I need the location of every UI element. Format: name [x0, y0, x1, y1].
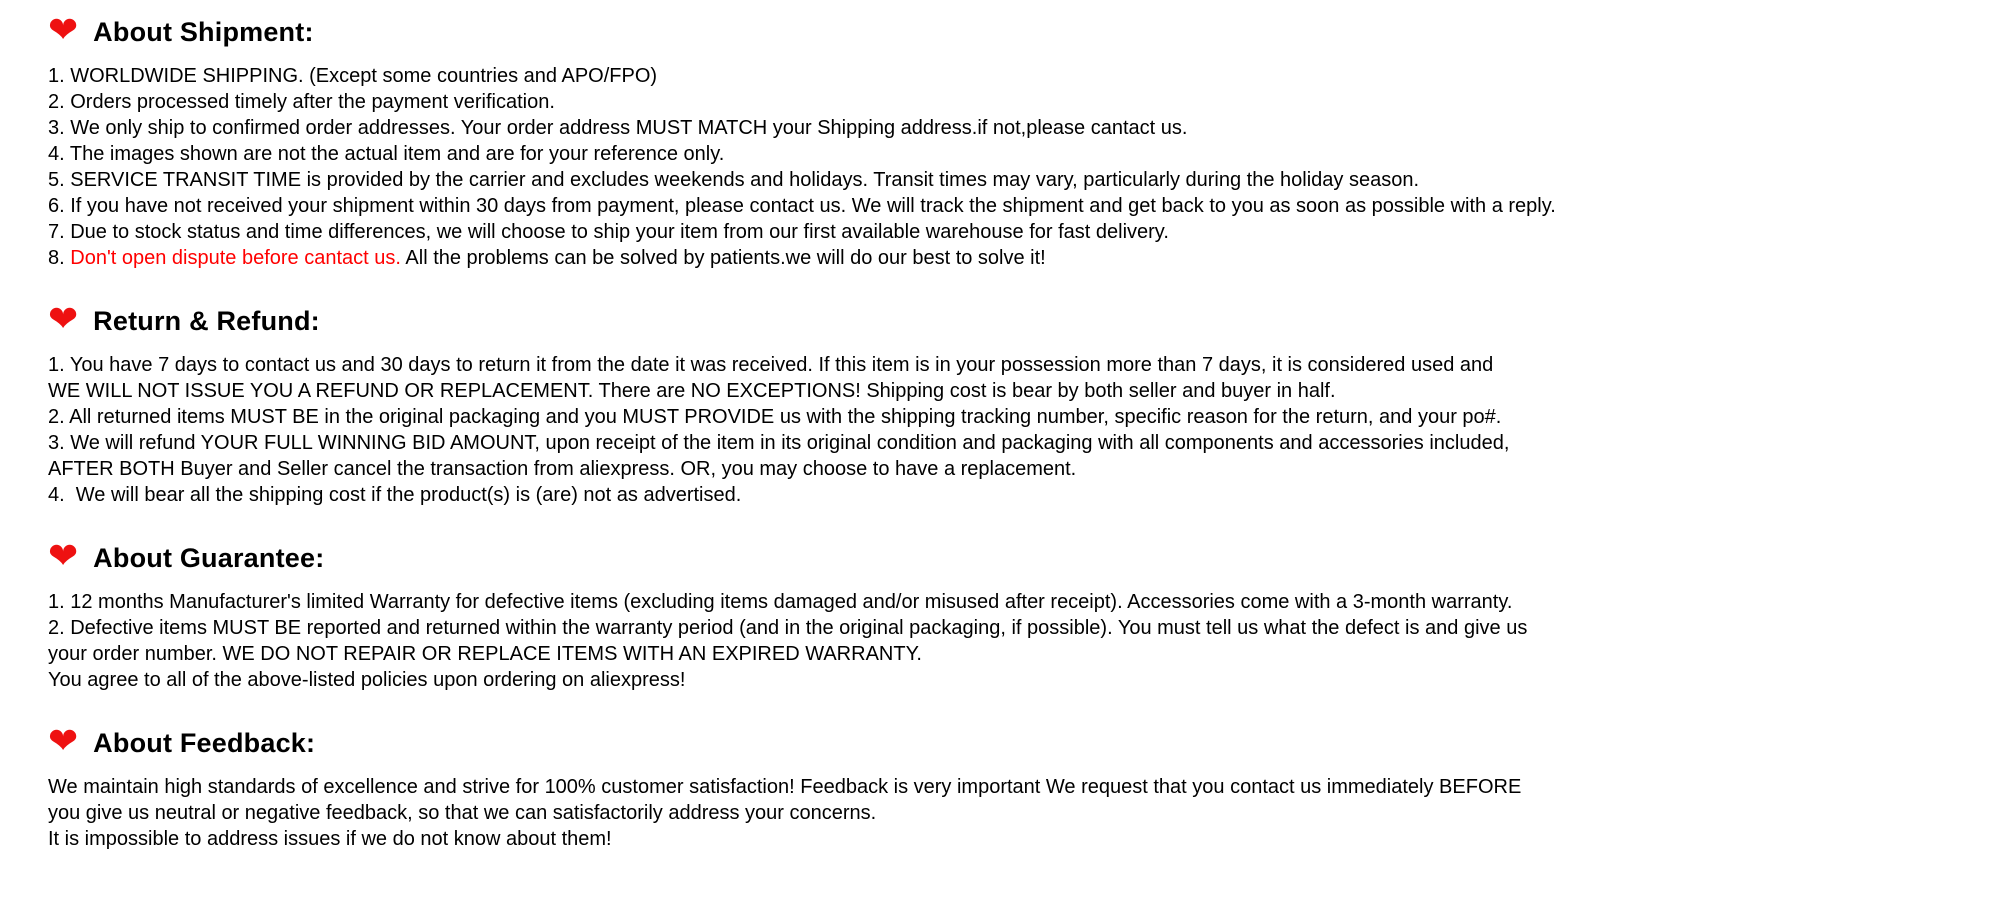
text-line: We maintain high standards of excellence and strive for 100% customer satisfaction! Feedback is very important We request that you contact us immediately BEFORE: [48, 776, 1522, 798]
heart-icon: ❤: [48, 298, 79, 339]
text-segment: All the problems can be solved by patients.we will do our best to solve it!: [400, 247, 1046, 269]
text-line: You agree to all of the above-listed policies upon ordering on aliexpress!: [48, 669, 686, 691]
section-heading: [48, 9, 2000, 50]
section-title: About Guarantee:: [93, 542, 325, 573]
text-segment: 8.: [48, 247, 71, 269]
text-line: It is impossible to address issues if we do not know about them!: [48, 828, 612, 850]
text-line: 5. SERVICE TRANSIT TIME is provided by the carrier and excludes weekends and holidays. Transit times may vary, particularly during the holiday season.: [48, 169, 1420, 191]
text-line: 2. All returned items MUST BE in the original packaging and you MUST PROVIDE us with the shipping tracking number, specific reason for the return, and your po#.: [48, 406, 1502, 428]
text-line: 1. 12 months Manufacturer's limited Warranty for defective items (excluding items damaged and/or misused after receipt). Accessories come with a 3-month warranty.: [48, 591, 1513, 613]
text-line: 1. You have 7 days to contact us and 30 days to return it from the date it was received. If this item is in your possession more than 7 days, it is considered used and: [48, 354, 1494, 376]
text-line: AFTER BOTH Buyer and Seller cancel the transaction from aliexpress. OR, you may choose to have a replacement.: [48, 458, 1077, 480]
section-return-refund: [48, 298, 2000, 508]
heart-icon: ❤: [48, 720, 79, 761]
text-line: you give us neutral or negative feedback, so that we can satisfactorily address your concerns.: [48, 802, 877, 824]
section-title: Return & Refund:: [93, 305, 320, 336]
text-line: 6. If you have not received your shipment within 30 days from payment, please contact us. We will track the shipment and get back to you as soon as possible with a reply.: [48, 195, 1556, 217]
text-line: 4. We will bear all the shipping cost if the product(s) is (are) not as advertised.: [48, 484, 742, 506]
text-line: WE WILL NOT ISSUE YOU A REFUND OR REPLACEMENT. There are NO EXCEPTIONS! Shipping cost is bear by both seller and buyer in half.: [48, 380, 1336, 402]
section-lines: [48, 352, 2000, 508]
section-heading: [48, 298, 2000, 339]
section-lines: [48, 589, 2000, 693]
text-line: 1. WORLDWIDE SHIPPING. (Except some countries and APO/FPO): [48, 65, 658, 87]
section-heading: [48, 720, 2000, 761]
text-line: 7. Due to stock status and time differences, we will choose to ship your item from our first available warehouse for fast delivery.: [48, 221, 1169, 243]
section-about-shipment: [48, 9, 2000, 271]
section-heading: [48, 535, 2000, 576]
text-line: [48, 245, 2000, 271]
text-line: 3. We only ship to confirmed order addresses. Your order address MUST MATCH your Shipping address.if not,please cantact us.: [48, 117, 1188, 139]
text-line: 2. Defective items MUST BE reported and returned within the warranty period (and in the original packaging, if possible). You must tell us what the defect is and give us: [48, 617, 1528, 639]
heart-icon: ❤: [48, 535, 79, 576]
text-line: your order number. WE DO NOT REPAIR OR REPLACE ITEMS WITH AN EXPIRED WARRANTY.: [48, 643, 922, 665]
text-line: 3. We will refund YOUR FULL WINNING BID AMOUNT, upon receipt of the item in its original condition and packaging with all components and accessories included,: [48, 432, 1510, 454]
text-line: 2. Orders processed timely after the payment verification.: [48, 91, 555, 113]
section-title: About Feedback:: [93, 727, 316, 758]
text-line: 4. The images shown are not the actual item and are for your reference only.: [48, 143, 725, 165]
section-lines: [48, 63, 2000, 271]
section-lines: [48, 774, 2000, 852]
section-about-feedback: [48, 720, 2000, 852]
alert-text-segment: Don't open dispute before cantact us.: [70, 247, 401, 269]
section-about-guarantee: [48, 535, 2000, 693]
section-title: About Shipment:: [93, 16, 314, 47]
heart-icon: ❤: [48, 9, 79, 50]
